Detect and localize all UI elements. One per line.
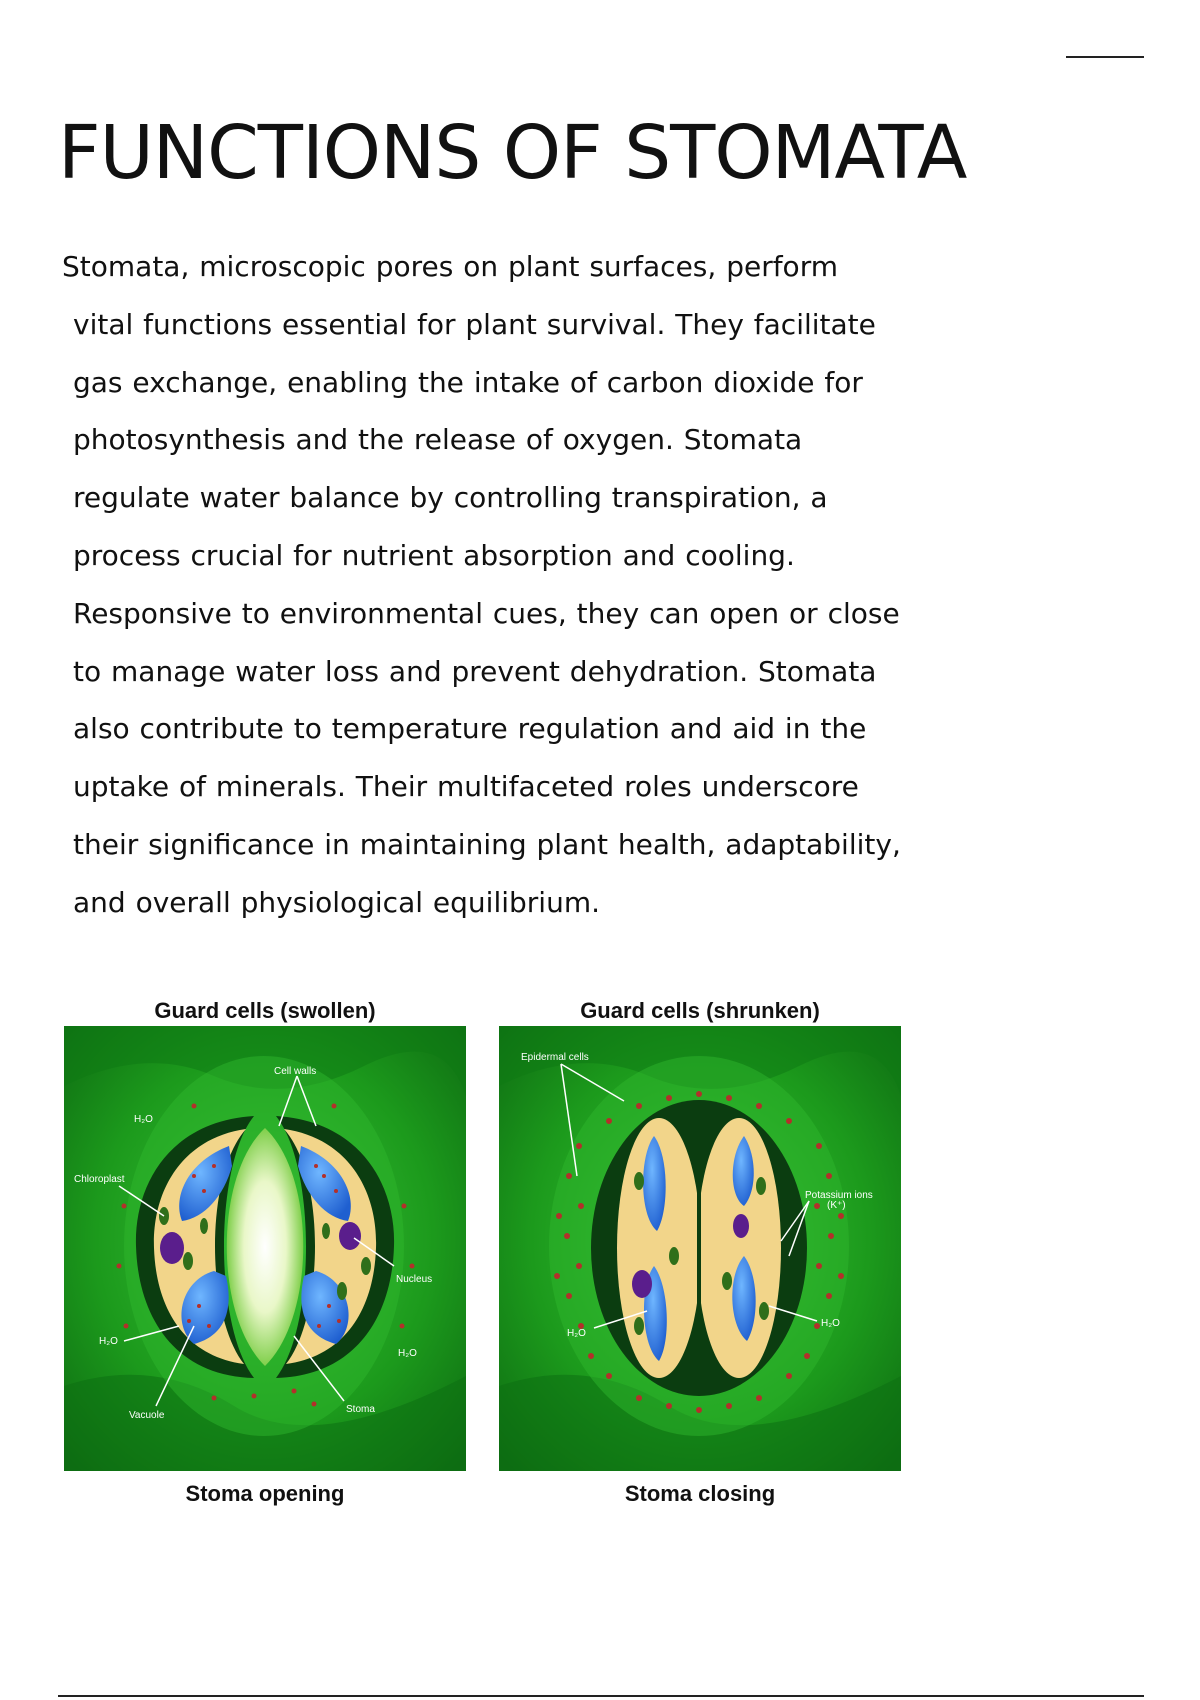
bottom-rule (58, 1695, 1144, 1697)
body-line: also contribute to temperature regulation and aid in the (73, 712, 867, 746)
stoma-closing-illustration (499, 1026, 901, 1471)
label-h2o: H₂O (99, 1336, 118, 1347)
body-line: their significance in maintaining plant health, adaptability, (73, 827, 901, 861)
label-potassium-ions: Potassium ions (805, 1190, 873, 1201)
body-line: photosynthesis and the release of oxygen. Stomata (73, 423, 803, 457)
body-line: process crucial for nutrient absorption and cooling. (73, 538, 795, 572)
body-line: and overall physiological equilibrium. (73, 885, 600, 919)
label-h2o: H₂O (134, 1114, 153, 1125)
label-h2o: H₂O (567, 1328, 586, 1339)
stoma-closing-panel (499, 996, 901, 1507)
stomata-figure (64, 996, 902, 1516)
label-cell-walls: Cell walls (274, 1066, 317, 1077)
caption-stoma-closing: Stoma closing (624, 1481, 776, 1506)
caption-stoma-opening: Stoma opening (185, 1481, 345, 1506)
label-epidermal-cells: Epidermal cells (521, 1052, 589, 1063)
label-h2o: H₂O (821, 1318, 840, 1329)
body-line: vital functions essential for plant survival. They facilitate (73, 307, 876, 341)
body-paragraph (62, 238, 912, 932)
body-line: regulate water balance by controlling transpiration, a (73, 481, 828, 515)
label-potassium-symbol: (K⁺) (827, 1200, 846, 1211)
page-title: FUNCTIONS OF STOMATA (58, 110, 967, 196)
label-stoma: Stoma (346, 1404, 375, 1415)
body-line: Stomata, microscopic pores on plant surfaces, perform (62, 250, 838, 283)
body-line: uptake of minerals. Their multifaceted roles underscore (73, 770, 859, 804)
label-nucleus: Nucleus (396, 1274, 433, 1285)
body-line: gas exchange, enabling the intake of carbon dioxide for (73, 365, 863, 399)
label-vacuole: Vacuole (129, 1410, 165, 1421)
panel-title-swollen: Guard cells (swollen) (154, 998, 376, 1023)
body-line: Responsive to environmental cues, they can open or close (73, 596, 900, 630)
panel-title-shrunken: Guard cells (shrunken) (580, 998, 820, 1023)
stoma-opening-illustration (64, 1026, 466, 1471)
body-line: to manage water loss and prevent dehydration. Stomata (73, 654, 877, 688)
top-rule (1066, 56, 1144, 58)
label-h2o: H₂O (398, 1348, 417, 1359)
label-chloroplast: Chloroplast (74, 1174, 125, 1185)
stoma-opening-panel (64, 996, 466, 1507)
